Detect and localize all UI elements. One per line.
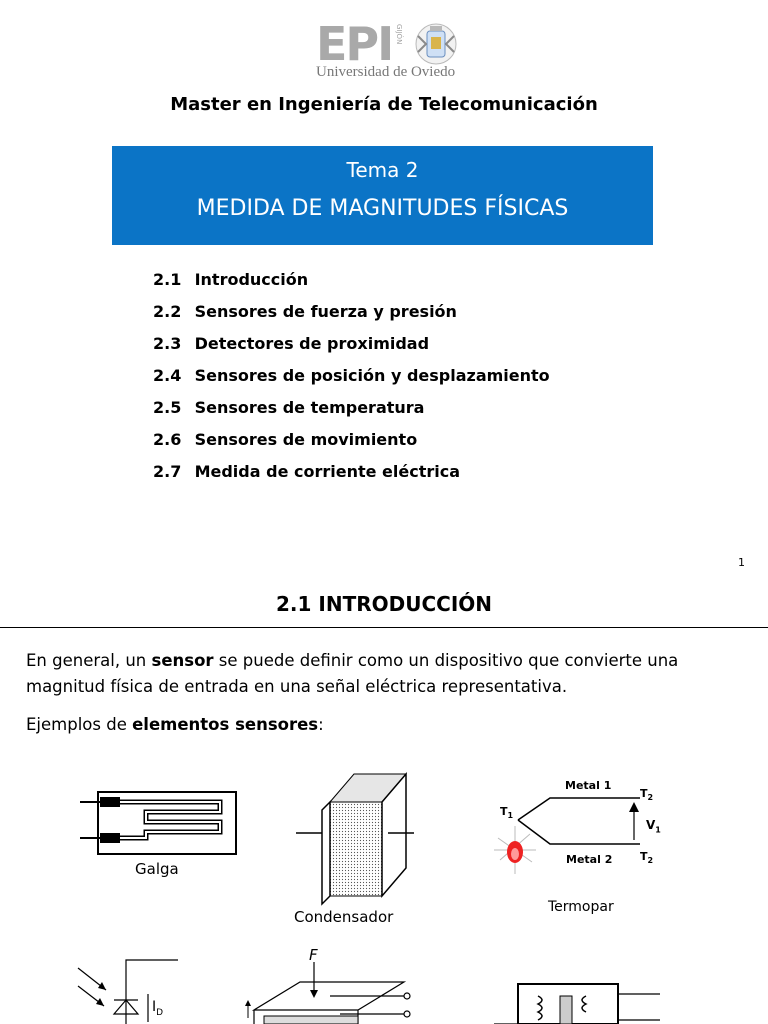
thermocouple-label: Termopar	[548, 899, 614, 915]
force-label: F	[309, 946, 318, 964]
examples-heading: Ejemplos de elementos sensores:	[26, 715, 324, 734]
university-name: Universidad de Oviedo	[316, 64, 456, 80]
epi-logo-text: EPI	[316, 17, 393, 71]
intro-paragraph: En general, un sensor se puede definir como un dispositivo que convierte una magnitud física de entrada en una señal eléctrica representativa.	[26, 651, 679, 696]
university-crest-icon	[408, 22, 464, 66]
sensor-term: sensor	[151, 651, 214, 670]
section-divider	[0, 627, 768, 628]
strain-gauge-label: Galga	[135, 860, 179, 878]
toc-item: 2.5 Sensores de temperatura	[153, 398, 425, 417]
section-title: 2.1 INTRODUCCIÓN	[276, 592, 492, 616]
topic-number: Tema 2	[346, 158, 419, 182]
t2-bottom-label: $T_2$	[640, 850, 654, 866]
topic-banner	[112, 146, 653, 245]
flame-icon	[494, 826, 536, 874]
toc-item: 2.1 Introducción	[153, 270, 309, 289]
t2-top-label: $T_2$	[640, 787, 654, 803]
toc-item: 2.2 Sensores de fuerza y presión	[153, 302, 457, 321]
t1-label: $T_1$	[500, 805, 514, 821]
toc-item: 2.4 Sensores de posición y desplazamiento	[153, 366, 550, 385]
metal2-label: Metal 2	[566, 853, 613, 866]
epi-logo-side-text: GIJÓN	[395, 24, 403, 45]
table-of-contents	[153, 268, 550, 492]
force-sensor-figure	[240, 962, 420, 1024]
page-number: 1	[738, 556, 745, 569]
capacitor-label: Condensador	[294, 908, 394, 926]
master-title: Master en Ingeniería de Telecomunicación	[170, 94, 598, 115]
capacitor-figure	[296, 770, 416, 900]
strain-gauge-figure	[80, 790, 250, 860]
metal1-label: Metal 1	[565, 779, 612, 792]
toc-item: 2.7 Medida de corriente eléctrica	[153, 462, 461, 481]
toc-item: 2.3 Detectores de proximidad	[153, 334, 430, 353]
topic-title: MEDIDA DE MAGNITUDES FÍSICAS	[196, 196, 569, 221]
photodiode-current-label: $I_D$	[152, 999, 164, 1018]
lvdt-figure	[494, 982, 664, 1024]
toc-item: 2.6 Sensores de movimiento	[153, 430, 418, 449]
v1-label: $V_1$	[646, 818, 661, 835]
photodiode-figure	[78, 958, 188, 1024]
